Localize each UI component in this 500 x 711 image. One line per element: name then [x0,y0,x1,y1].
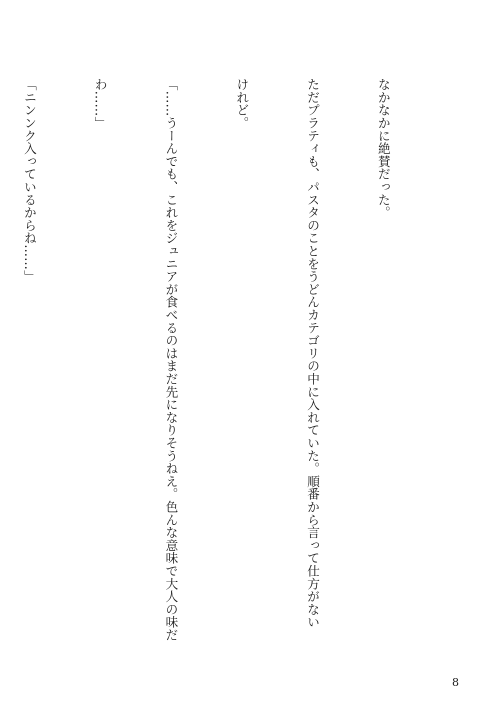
text-line: 「ニンンク入っているからね……」 [21,78,37,283]
text-line: わ……」 [92,78,108,130]
text-line: ただプラティも、パスタのことをうどんカテゴリの中に入れていた。順番から言って仕方がない [305,78,321,629]
text-line: なかなかに絶賛だった。 [375,78,391,219]
text-line: けれど。 [234,78,250,130]
page-number: 8 [452,676,459,689]
text-line: 「……うーんでも、これをジュニアが食べるのはまだ先になりそうねえ。色んな意味で大人の味だ [163,78,179,642]
vertical-text-body [0,78,442,658]
